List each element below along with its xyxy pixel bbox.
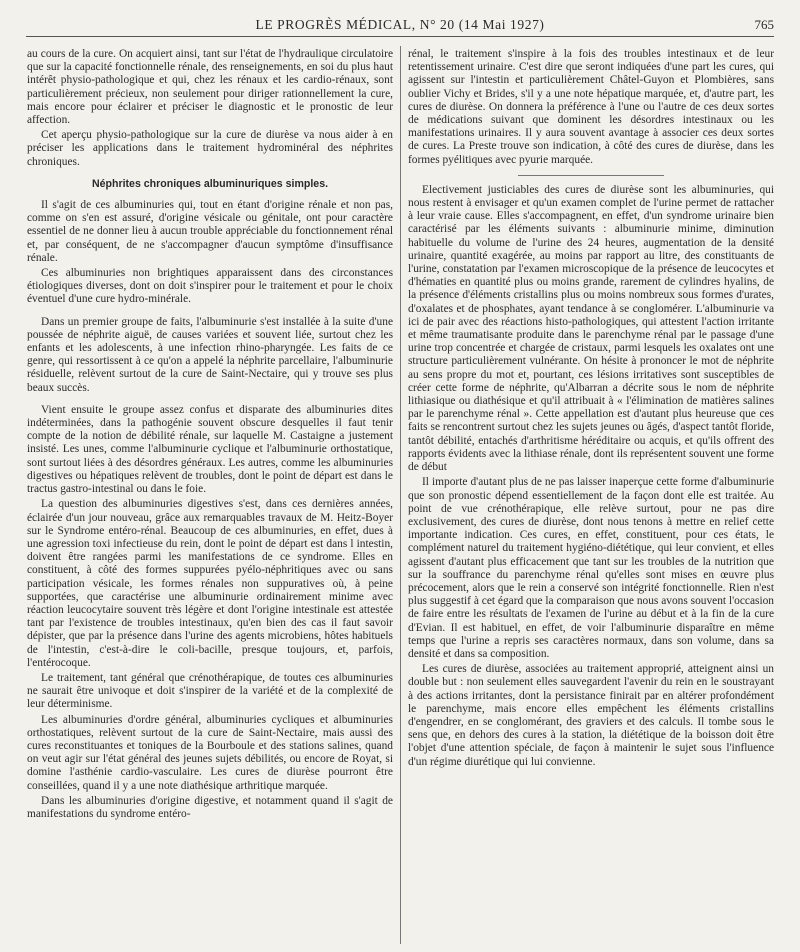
spacer [27,309,393,316]
paragraph: Il s'agit de ces albuminuries qui, tout en étant d'origine rénale et non pas, comme on s'en est assuré, d'origine vésicale ou génitale, ont pour caractère essentiel de ne donner lieu à aucun trouble appréciable du fonctionnement rénal et, par conséquent, de ne s'accompagner d'aucun symptôme d'insuffisance rénale. [27,199,393,264]
paragraph: rénal, le traitement s'inspire à la fois des troubles intestinaux et de leur retentissement urinaire. C'est dire que seront indiquées d'une part les cures, qui agissent sur l'intestin et particulièrement Châtel-Guyon et Plombières, sans oublier Vichy et Brides, s'il y a une note hépatique marquée, et, d'autre part, les cures de diurèse. On donnera la préférence à l'une ou l'autre de ces deux sortes de médications suivant que dominent les désordres intestinaux ou les manifestations urinaires. Il y aura souvent avantage à associer ces deux sortes de cures. La Preste trouve son indication, à côté des cures de diurèse, dans les formes pyélitiques avec pyurie marquée. [408,48,774,166]
paragraph: Les albuminuries d'ordre général, albuminuries cycliques et albuminuries orthostatiques, relèvent surtout de la cure de Saint-Nectaire, mais aussi des cures reconstituantes et toniques de la Bourboule et des stations salines, quand on veut agir sur l'état général des jeunes sujets débilités, ou encore de Royat, si domine l'asthénie cardio-vasculaire. Les cures de diurèse pourront être conseillées, quand il y a une note diathésique arthritique marquée. [27,713,393,792]
column-divider [400,46,401,944]
paragraph: au cours de la cure. On acquiert ainsi, tant sur l'état de l'hydraulique circulatoire que sur la capacité fonctionnelle rénale, des renseignements, en soi du plus haut intérêt physio-pathologique et qui, chez les rénaux et les cardio-rénaux, sont particulièrement précieux, non seulement pour diriger rationnellement la cure, mais encore pour éclairer et préciser le diagnostic et le pronostic de leur affection. [27,48,393,127]
paragraph: Le traitement, tant général que crénothérapique, de toutes ces albuminuries ne saurait être univoque et doit s'inspirer de la variété et de la complexité de leur déterminisme. [27,671,393,711]
paragraph: Dans les albuminuries d'origine digestive, et notamment quand il s'agit de manifestations du syndrome entéro- [27,794,393,820]
paragraph: Il importe d'autant plus de ne pas laisser inaperçue cette forme d'albuminurie que son pronostic dépend essentiellement de la façon dont elle est traitée. Au point de vue crénothérapique, elle relève surtout, pour ne pas dire exclusivement, des cures de diurèse, dont nous tenons à mettre en relief cette importante indication. Ces cures, en effet, constituent, pour ces états, le complément naturel du traitement hygiéno-diététique, qui leur convient, et elles agissent d'autant plus efficacement que tant sur les troubles de la nutrition que sur la souffrance du parenchyme rénal qu'elles sont mises en œuvre plus précocement, alors que le rein a conservé son intégrité fonctionnelle. Rien n'est plus suggestif à cet égard que la comparaison que nous avons souvent l'occasion de faire entre les résultats de l'examen de l'urine au début et à la fin de la cure d'Evian. Il est habituel, en effet, de voir l'albuminurie disparaître en même temps que l'urine a repris ses caractères normaux, dans son volume, dans sa densité et dans sa composition. [408,476,774,660]
section-heading: Néphrites chroniques albuminuriques simples. [91,177,329,190]
paragraph: Les cures de diurèse, associées au traitement approprié, atteignent ainsi un double but : non seulement elles sauvegardent l'avenir du rein en le soustrayant à des actions irritantes, dont la persistance finirait par en altérer profondément le parenchyme, mais encore elles empêchent les éléments cristallins d'engendrer, en se conglomérant, des graviers et des calculs. Il tombe sous le sens que, en dehors des cures à la station, la diététique de la boisson doit être l'objet d'une attention spéciale, de façon à maintenir le sujet sous l'influence d'un régime diurétique qui lui convienne. [408,663,774,768]
running-header [26,14,774,37]
paragraph: Cet aperçu physio-pathologique sur la cure de diurèse va nous aider à en préciser les applications dans le traitement hydrominéral des néphrites chroniques. [27,129,393,168]
paragraph: Dans un premier groupe de faits, l'albuminurie s'est installée à la suite d'une poussée de néphrite aiguë, de causes variées et souvent liée, surtout chez les enfants et les adolescents, à une infection rhino-pharyngée. Les faits de ce genre, qui ressortissent à ce qu'on a appelé la néphrite parcellaire, l'albuminurie résiduelle, relèvent surtout de la cure de Saint-Nectaire, qui y trouve ses plus beaux succès. [27,315,393,394]
spacer [27,397,393,404]
paragraph: Vient ensuite le groupe assez confus et disparate des albuminuries dites indéterminées, dans la pathogénie souvent obscure desquelles il faut tenir compte de la notion de débilité rénale, sur laquelle M. Castaigne a justement insisté. Les unes, comme l'albuminurie cyclique et l'albuminurie orthostatique, sont surtout liées à des désordres généraux. Les autres, comme les albuminuries digestives ou hépatiques relèvent de troubles, dont le point de départ est dans le tractus gastro-intestinal ou dans le foie. [27,403,393,496]
left-column [27,48,393,948]
journal-title: LE PROGRÈS MÉDICAL, N° 20 (14 Mai 1927) [255,17,545,32]
paragraph: La question des albuminuries digestives s'est, dans ces dernières années, éclairée d'un jour nouveau, grâce aux remarquables travaux de M. Heitz-Boyer sur le Syndrome entéro-rénal. Beaucoup de ces albuminuries, en effet, dues à une agression toxi infectieuse du rein, dont le point de départ est dans l intestin, doivent être rangées parmi les manifestations de ce syndrome. Elles en constituent, à côté des formes suppurées pyélo-néphritiques avec ou sans participation vésicale, les formes rénales non suppuratives où, à peine supportées, que caractérise une albuminurie ordinairement minime avec réaction leucocytaire souvent très légère et dont l'origine intestinale est attestée tant par l'existence de troubles intestinaux, qu'en bien des cas il faut savoir dépister, que par la présence dans l'urine des agents microbiens, hôtes habituels de l'intestin, c'est-à-dire le coli-bacille, presque toujours, et, parfois, l'entérocoque. [27,498,393,669]
paragraph-separator [518,175,664,176]
page-number: 765 [754,17,774,32]
paragraph: Electivement justiciables des cures de diurèse sont les albuminuries, qui nous restent à envisager et qu'un examen complet de l'urine permet de rattacher à leur vraie cause. Elles s'accompagnent, en effet, d'un syndrome urinaire bien caractérisé par les éléments suivants : albuminurie minime, diminution habituelle du volume de l'urine des 24 heures, augmentation de la densité urinaire, quantité exagérée, au moins par rapport au litre, des constituants de l'urine, constatation par l'examen microscopique de la présence de leucocytes et d'hématies en quantité plus ou moins grande, rarement de cylindres hyalins, de la présence d'éléments cristallins plus ou moins nombreux sous formes d'urates, d'oxalates et de phosphates, ayant tendance à se conglomérer. L'albuminurie va ici de pair avec des réactions histo-pathologiques, qui attestent l'action irritante et même traumatisante produite dans le parenchyme rénal par le passage d'une urine trop concentrée et chargée de cristaux, parmi lesquels les oxalates ont une structure particulièrement vulnérante. On hésite à prononcer le mot de néphrite au sens propre du mot et, pourtant, ces lésions irritatives sont susceptibles de créer cette forme de néphrite, qu'Albarran a décrite sous le nom de néphrite lithiasique ou diathésique et qu'il attribuait à « l'élimination de matières salines par le parenchyme rénal ». Cette appellation est d'autant plus heureuse que ces faits se rencontrent surtout chez les sujets jeunes ou âgés, d'aspect tantôt floride, tantôt débilité, entachés d'arthritisme héréditaire ou acquis, et qu'ils offrent des rapports évidents avec la lithiase rénale, dont ils représentent souvent une forme de début [408,183,774,474]
paragraph: Ces albuminuries non brightiques apparaissent dans des circonstances étiologiques diverses, dont on doit s'inspirer pour le traitement et pour le choix éventuel d'une cure hydro-minérale. [27,267,393,306]
right-column [408,48,774,948]
